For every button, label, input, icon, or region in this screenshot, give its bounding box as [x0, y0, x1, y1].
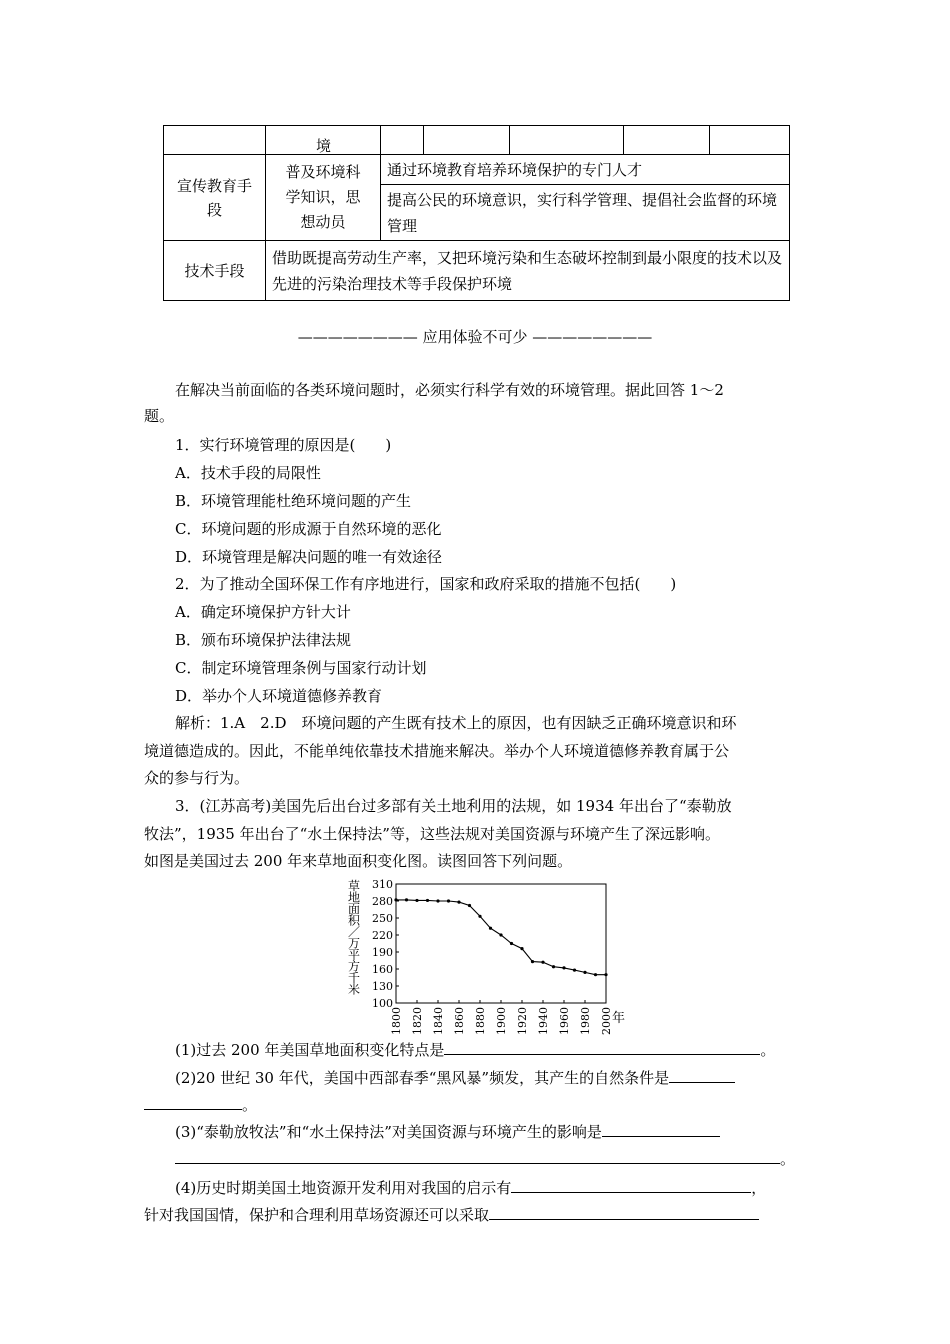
- table-cell: [381, 126, 424, 155]
- y-axis-label-char: 面: [347, 902, 361, 916]
- x-axis-label: 年: [612, 1011, 626, 1026]
- analysis-line-3: 众的参与行为。: [144, 769, 250, 787]
- q1-option-a: A．技术手段的局限性: [175, 464, 321, 482]
- answer-blank[interactable]: [602, 1120, 720, 1137]
- grassland-area-chart: [340, 876, 640, 1036]
- y-ticks: [372, 878, 399, 1010]
- q3-stem-3: 如图是美国过去 200 年来草地面积变化图。读图回答下列问题。: [144, 852, 573, 870]
- data-point: [415, 899, 418, 902]
- environment-management-table: [163, 125, 790, 301]
- answer-blank[interactable]: [489, 1203, 759, 1220]
- q2-option-c: C．制定环境管理条例与国家行动计划: [175, 659, 427, 677]
- q2-stem: 2．为了推动全国环保工作有序地进行，国家和政府采取的措施不包括( ): [175, 575, 677, 593]
- technology-description-text: 借助既提高劳动生产率，又把环境污染和生态破坏控制到最小限度的技术以及先进的污染治理技术等手段保护环境: [272, 248, 783, 293]
- data-point: [520, 947, 523, 950]
- y-tick-label: 160: [372, 963, 393, 976]
- x-tick-label: 1980: [579, 1007, 592, 1035]
- q2-option-b: B．颁布环境保护法律法规: [175, 631, 352, 649]
- answer-blank[interactable]: [175, 1147, 780, 1164]
- q3-sub4a: [175, 1176, 766, 1199]
- y-axis-label-char: 积: [347, 913, 361, 928]
- y-tick-label: 130: [372, 980, 393, 993]
- q2-option-d: D．举办个人环境道德修养教育: [175, 687, 383, 705]
- q3-sub4a-text: (4)历史时期美国土地资源开发利用对我国的启示有: [175, 1179, 512, 1197]
- row-label-text: 宣传教育手段: [176, 176, 252, 219]
- q1-option-d: D．环境管理是解决问题的唯一有效途径: [175, 548, 443, 566]
- technology-description: [266, 241, 790, 301]
- q1-stem: 1．实行环境管理的原因是( ): [175, 436, 392, 454]
- education-item-1-text: 通过环境教育培养环境保护的专门人才: [387, 160, 643, 179]
- series-line: [394, 898, 607, 976]
- x-tick-label: 1940: [537, 1007, 550, 1035]
- x-tick-label: 1800: [390, 1007, 403, 1035]
- analysis-line-1: 解析：1.A 2.D 环境问题的产生既有技术上的原因，也有因缺乏正确环境意识和环: [175, 714, 737, 732]
- y-axis-label-char: 方: [347, 959, 361, 974]
- q3-sub2-text: (2)20 世纪 30 年代，美国中西部春季“黑风暴”频发，其产生的自然条件是: [175, 1069, 670, 1087]
- data-point: [552, 965, 555, 968]
- data-point: [541, 961, 544, 964]
- table-cell: [164, 126, 266, 155]
- education-item-2-text: 提高公民的环境意识，实行科学管理、提倡社会监督的环境管理: [387, 190, 778, 235]
- table-cell: [266, 126, 381, 155]
- data-point: [499, 933, 502, 936]
- answer-blank[interactable]: [444, 1038, 760, 1055]
- series-polyline: [396, 900, 606, 975]
- q3-sub3: [175, 1120, 720, 1143]
- y-tick-label: 280: [372, 895, 393, 908]
- y-axis-label-char: 草: [347, 879, 361, 893]
- y-axis-label: [348, 878, 361, 997]
- q2-option-a: A．确定环境保护方针大计: [175, 603, 351, 621]
- data-point: [457, 901, 460, 904]
- q3-stem-2: 牧法”，1935 年出台了“水土保持法”等，这些法规对美国资源与环境产生了深远影响。: [144, 825, 720, 843]
- intro-line-1: 在解决当前面临的各类环境问题时，必须实行科学有效的环境管理。据此回答 1～2: [175, 381, 724, 399]
- x-tick-label: 1860: [453, 1007, 466, 1035]
- q3-sub4b: [144, 1203, 759, 1226]
- row-label-education: [164, 155, 266, 241]
- y-axis-label-char: 千: [347, 971, 361, 985]
- table-cell: [710, 126, 790, 155]
- q3-sub3-cont: [175, 1147, 795, 1170]
- y-tick-label: 250: [372, 912, 393, 925]
- q3-sub1-text: (1)过去 200 年美国草地面积变化特点是: [175, 1041, 445, 1059]
- data-point: [405, 898, 408, 901]
- row-sublabel-education: [266, 155, 381, 241]
- x-tick-label: 1820: [411, 1007, 424, 1035]
- row-sublabel-text: 普及环境科学知识，思想动员: [285, 163, 361, 231]
- punct: 。: [242, 1096, 258, 1114]
- x-tick-label: 1880: [474, 1007, 487, 1035]
- x-ticks: [390, 1000, 613, 1035]
- education-item-1: [381, 155, 790, 185]
- data-point: [510, 942, 513, 945]
- data-point: [573, 969, 576, 972]
- data-point: [394, 898, 397, 901]
- y-axis-label-char: ／: [347, 925, 361, 939]
- data-point: [436, 899, 439, 902]
- y-axis-label-char: 万: [347, 936, 361, 951]
- section-divider: ———————— 应用体验不可少 ————————: [297, 328, 653, 346]
- y-axis-label-char: 米: [347, 982, 361, 997]
- table-cell: [510, 126, 624, 155]
- data-point: [447, 899, 450, 902]
- q3-sub2: [175, 1066, 735, 1089]
- y-axis-label-char: 地: [347, 890, 361, 905]
- q3-stem-1: 3．(江苏高考)美国先后出台过多部有关土地利用的法规，如 1934 年出台了“泰勒放: [175, 797, 732, 815]
- y-tick-label: 310: [372, 878, 393, 891]
- data-point: [604, 973, 607, 976]
- y-tick-label: 220: [372, 929, 393, 942]
- q1-option-b: B．环境管理能杜绝环境问题的产生: [175, 492, 412, 510]
- data-point: [426, 899, 429, 902]
- education-item-2: [381, 185, 790, 241]
- x-tick-label: 1840: [432, 1007, 445, 1035]
- punct: ，: [751, 1179, 767, 1197]
- intro-line-2: 题。: [144, 407, 175, 425]
- y-axis-label-char: 平: [347, 948, 361, 962]
- q1-option-c: C．环境问题的形成源于自然环境的恶化: [175, 520, 442, 538]
- data-point: [531, 960, 534, 963]
- q3-sub2-cont: [144, 1093, 257, 1116]
- data-point: [594, 973, 597, 976]
- row-label-text: 技术手段: [184, 261, 245, 280]
- x-tick-label: 1960: [558, 1007, 571, 1035]
- x-tick-label: 1920: [516, 1007, 529, 1035]
- answer-blank[interactable]: [669, 1066, 735, 1083]
- x-tick-label: 1900: [495, 1007, 508, 1035]
- row-label-technology: [164, 241, 266, 301]
- punct: 。: [780, 1150, 796, 1168]
- answer-blank[interactable]: [511, 1176, 751, 1193]
- y-tick-label: 190: [372, 946, 393, 959]
- data-point: [489, 927, 492, 930]
- answer-blank[interactable]: [144, 1093, 242, 1110]
- data-point: [468, 904, 471, 907]
- table-cell: [624, 126, 710, 155]
- punct: 。: [760, 1041, 776, 1059]
- data-point: [583, 971, 586, 974]
- q3-sub4b-text: 针对我国国情，保护和合理利用草场资源还可以采取: [144, 1206, 490, 1224]
- y-tick-label: 100: [372, 997, 393, 1010]
- data-point: [562, 966, 565, 969]
- x-tick-label: 2000: [600, 1007, 613, 1035]
- table-cell-text: 境: [316, 137, 332, 155]
- q3-sub3-text: (3)“泰勒放牧法”和“水土保持法”对美国资源与环境产生的影响是: [175, 1123, 602, 1141]
- q3-sub1: [175, 1038, 775, 1061]
- analysis-line-2: 境道德造成的。因此，不能单纯依靠技术措施来解决。举办个人环境道德修养教育属于公: [144, 742, 730, 760]
- table-cell: [424, 126, 510, 155]
- data-point: [478, 915, 481, 918]
